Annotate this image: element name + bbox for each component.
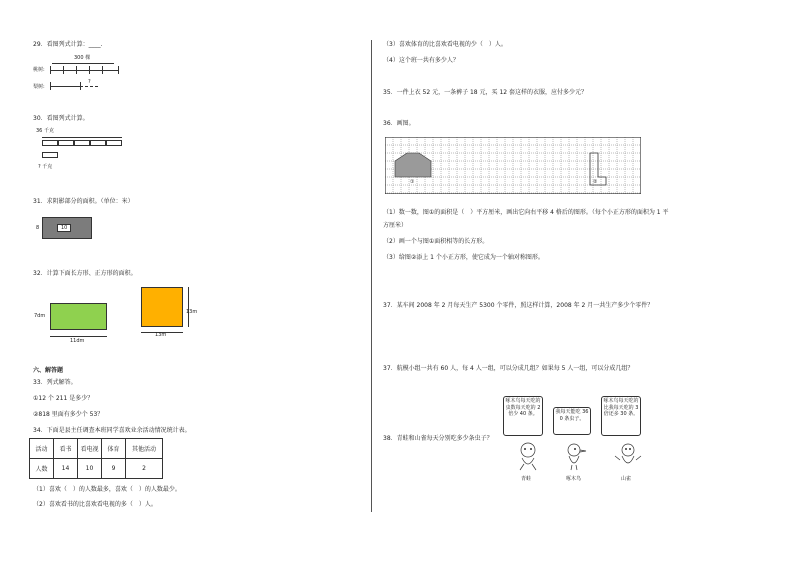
q33-item1: ①12 个 211 是多少？ <box>33 395 94 402</box>
q32-square-side-arrow <box>188 287 189 327</box>
table-cell: 14 <box>54 459 78 479</box>
speech-bubble-woodpecker: 我每天能吃 360 条虫子。 <box>553 407 591 435</box>
q32-rect-width-arrow <box>50 336 107 337</box>
section-6-heading: 六、解答题 <box>33 367 64 374</box>
q32-square <box>141 287 183 327</box>
q29-row2-label: 梨树: <box>33 84 45 90</box>
q39-title: 38．青蛙和山雀每天分别吃多少条虫子？ <box>383 435 493 442</box>
q34-stat-table <box>29 438 163 479</box>
q36-sub3: （3）给图②添上 1 个小正方形，使它成为一个轴对称图形。 <box>383 254 544 261</box>
q35-text: 35．一件上衣 52 元，一条裤子 18 元，买 12 套这样的衣服，应付多少元？ <box>383 89 587 96</box>
q32-title: 32．计算下面长方形、正方形的面积。 <box>33 270 137 277</box>
q31-side-label: 8 <box>36 225 40 231</box>
q32-square-right: 13m <box>186 309 198 315</box>
q33-title: 33．列式解答。 <box>33 379 77 386</box>
q34-sub4: （4）这个班一共有多少人？ <box>383 57 459 64</box>
q36-shape2-label: ② <box>593 179 598 185</box>
q36-grid <box>385 137 641 194</box>
q31-inner-label: 10 <box>61 225 68 231</box>
table-cell: 10 <box>78 459 102 479</box>
frog-figure <box>508 440 548 474</box>
q34-sub1: （1）喜欢（ ）的人数最多，喜欢（ ）的人数最少。 <box>33 486 181 493</box>
q34-title: 34．下面是县主任调查本班同学喜欢业余活动情况统计表。 <box>33 427 191 434</box>
q36-shape1-label: ① <box>410 179 415 185</box>
table-cell: 体育 <box>102 439 126 459</box>
q37-text: 37．某车间 2008 年 2 月每天生产 5300 个零件，照这样计算，2008 年 2 月一共生产多少个零件？ <box>383 302 654 309</box>
q32-square-bottom: 13m <box>155 332 167 338</box>
q29-question-mark: ? <box>88 79 91 85</box>
q36-sub1: （1）数一数，图①的面积是（ ）平方厘米，画出它向右平移 4 格后的图形。（每个小正方形的面积为 1 平 <box>383 209 669 216</box>
table-cell: 9 <box>102 459 126 479</box>
q32-rect-width: 11dm <box>70 338 85 344</box>
table-cell: 看电视 <box>78 439 102 459</box>
q30-top-value: 36 千克 <box>36 128 54 134</box>
q36-shape1 <box>395 153 431 177</box>
q34-sub3: （3）喜欢体育的比喜欢看电视的少（ ）人。 <box>383 41 507 48</box>
table-row <box>30 459 163 479</box>
table-cell: 活动 <box>30 439 54 459</box>
speech-bubble-tit: 啄木鸟每天吃的比我每天吃的 3 倍还多 30 条。 <box>601 396 641 436</box>
table-cell: 看书 <box>54 439 78 459</box>
q38-text: 37．航模小组一共有 60 人，每 4 人一组，可以分成几组？如果每 5 人一组，可以分成几组？ <box>383 365 634 372</box>
q30-title: 30．看图列式计算。 <box>33 115 89 122</box>
table-cell: 2 <box>126 459 163 479</box>
q36-title: 36．画图。 <box>383 120 415 127</box>
q33-item2: ②818 里面有多少个 53？ <box>33 411 104 418</box>
q32-rectangle <box>50 303 107 330</box>
q34-sub2: （2）喜欢看书的比喜欢看电视的多（ ）人。 <box>33 501 157 508</box>
q36-sub1b: 方厘米） <box>383 222 408 229</box>
q30-bottom-value: ? 千克 <box>38 164 53 170</box>
table-row <box>30 439 163 459</box>
tit-figure <box>611 440 645 474</box>
table-cell: 其他活动 <box>126 439 163 459</box>
q32-rect-height: 7dm <box>34 313 46 319</box>
q29-row1-label: 桃树: <box>33 67 45 73</box>
name-frog: 青蛙 <box>521 476 532 482</box>
q31-title: 31．求阴影部分的面积。（单位：米） <box>33 198 134 205</box>
woodpecker-figure <box>557 440 591 474</box>
q36-sub2: （2）画一个与图①面积相等的长方形。 <box>383 238 489 245</box>
speech-bubble-frog: 啄木鸟每天吃的虫数每天吃的 2 倍少 40 条。 <box>503 396 543 436</box>
q29-title: 29．看图列式计算：____. <box>33 41 103 48</box>
column-divider <box>371 40 372 512</box>
name-woodpecker: 啄木鸟 <box>566 476 582 482</box>
table-cell: 人数 <box>30 459 54 479</box>
name-tit: 山雀 <box>621 476 632 482</box>
q29-top-value: 300 棵 <box>74 55 91 61</box>
